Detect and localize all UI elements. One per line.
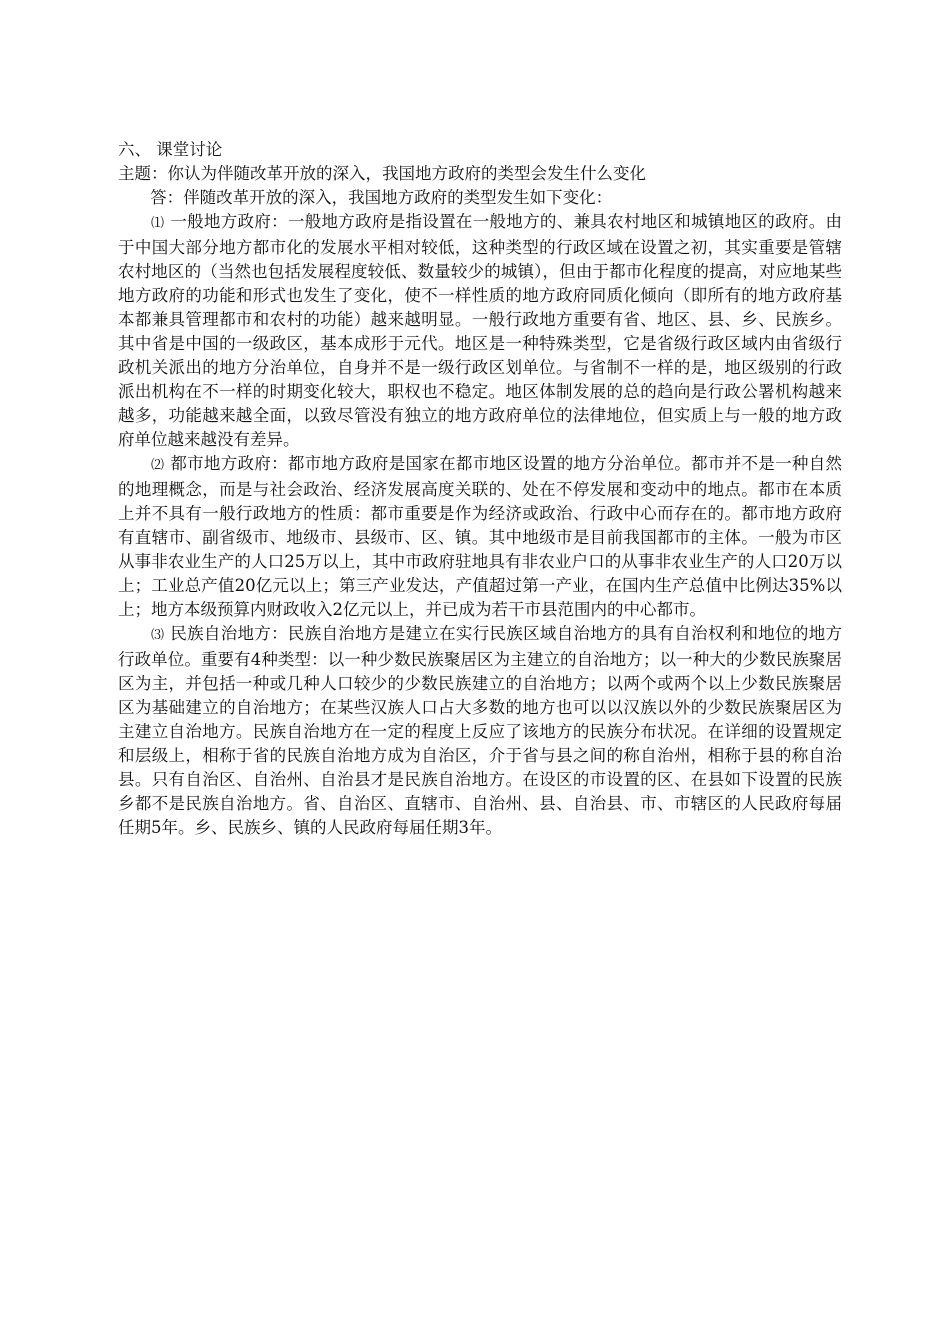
answer-intro: 答：伴随改革开放的深入，我国地方政府的类型发生如下变化：: [150, 188, 613, 207]
paragraph-text: 都市地方政府：都市地方政府是国家在都市地区设置的地方分治单位。都市并不是一种自然的地理概念，而是与社会政治、经济发展高度关联的、处在不停发展和变动中的地点。都市在本质上并不具有一般行政地方的性质：都市重要是作为经济或政治、行政中心而存在的。都市地方政府有直辖市、副省级市、地级市、县级市、区、镇。其中地级市是目前我国都市的主体。一般为市区从事非农业生产的人口25万以上，其中市政府驻地具有非农业户口的从事非农业生产的人口20万以上；工业总产值20亿元以上；第三产业发达，产值超过第一产业，在国内生产总值中比例达35%以上；地方本级预算内财政收入2亿元以上，并已成为若干市县范围内的中心都市。: [118, 454, 842, 619]
paragraph-number: ⑴: [151, 216, 165, 231]
section-heading: 六、 课堂讨论: [118, 140, 223, 159]
paragraph-urban-local-government: [118, 452, 842, 622]
paragraph-ethnic-autonomous-areas: [118, 622, 842, 840]
paragraph-general-local-government: [118, 210, 842, 452]
paragraph-text: 一般地方政府：一般地方政府是指设置在一般地方的、兼具农村地区和城镇地区的政府。由于中国大部分地方都市化的发展水平相对较低，这种类型的行政区域在设置之初，其实重要是管辖农村地区的（当然也包括发展程度较低、数量较少的城镇），但由于都市化程度的提高，对应地某些地方政府的功能和形式也发生了变化，使不一样性质的地方政府同质化倾向（即所有的地方政府基本都兼具管理都市和农村的功能）越来越明显。一般行政地方重要有省、地区、县、乡、民族乡。其中省是中国的一级政区，基本成形于元代。地区是一种特殊类型，它是省级行政区域内由省级行政机关派出的地方分治单位，自身并不是一级行政区划单位。与省制不一样的是，地区级别的行政派出机构在不一样的时期变化较大，职权也不稳定。地区体制发展的总的趋向是行政公署机构越来越多，功能越来越全面，以致尽管没有独立的地方政府单位的法律地位，但实质上与一般的地方政府单位越来越没有差异。: [118, 212, 842, 449]
discussion-topic: 主题：你认为伴随改革开放的深入，我国地方政府的类型会发生什么变化: [118, 164, 646, 183]
document-body: [118, 138, 842, 840]
paragraph-number: ⑵: [151, 458, 165, 473]
paragraph-text: 民族自治地方：民族自治地方是建立在实行民族区域自治地方的具有自治权利和地位的地方行政单位。重要有4种类型：以一种少数民族聚居区为主建立的自治地方；以一种大的少数民族聚居区为主，并包括一种或几种人口较少的少数民族建立的自治地方；以两个或两个以上少数民族聚居区为基础建立的自治地方；在某些汉族人口占大多数的地方也可以以汉族以外的少数民族聚居区为主建立自治地方。民族自治地方在一定的程度上反应了该地方的民族分布状况。在详细的设置规定和层级上，相称于省的民族自治地方成为自治区，介于省与县之间的称自治州，相称于县的称自治县。只有自治区、自治州、自治县才是民族自治地方。在设区的市设置的区、在县如下设置的民族乡都不是民族自治地方。省、自治区、直辖市、自治州、县、自治县、市、市辖区的人民政府每届任期5年。乡、民族乡、镇的人民政府每届任期3年。: [118, 624, 842, 837]
paragraph-number: ⑶: [151, 628, 165, 643]
